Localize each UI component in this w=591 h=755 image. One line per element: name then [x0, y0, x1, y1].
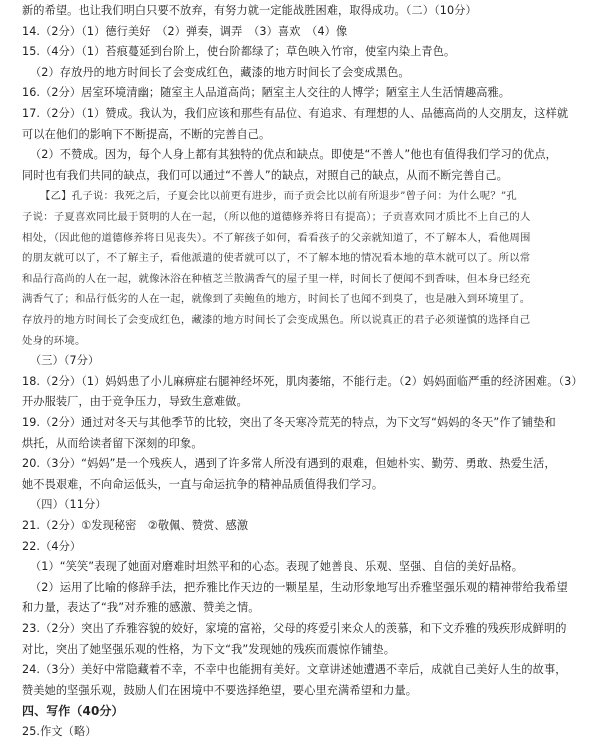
translation-line: 相处，（因此他的道德修养将日见丧失）。不了解孩子如何，看看孩子的父亲就知道了，不了解本人，看他周围 — [22, 231, 531, 244]
answer-19: 19.（2分）通过对冬天与其他季节的比较，突出了冬天寒冷荒芜的特点，为下文写“妈妈的冬天”作了铺垫和 — [22, 416, 556, 429]
section-heading: （四）（11分） — [30, 498, 107, 512]
answer-16: 16.（2分）居室环境清幽；随室主人品道高尚；陋室主人交往的人博学；陋室主人生活情趣高雅。 — [22, 86, 511, 100]
translation-line: 【乙】孔子说：我死之后，子夏会比以前更有进步，而子贡会比以前有所退步”曾子问：为什么呢？”孔 — [40, 190, 518, 203]
answer-15: 15.（4分）（1）苔痕蔓延到台阶上，使台阶都绿了；草色映入竹帘，使室内染上青色。 — [22, 45, 456, 59]
text-line: 对比，突出了她坚强乐观的性格，为下文“我”发现她的残疾而震惊作铺垫。 — [22, 642, 395, 656]
answer-25: 25.作文（略） — [22, 725, 97, 738]
answer-18: 18.（2分）（1）妈妈患了小儿麻痹症右腿神经坏死，肌肉萎缩，不能行走。（2）妈妈面临严重的经济困难。（3） — [22, 374, 583, 388]
text-line: 同时也有我们共同的缺点，我们可以通过“不善人”的缺点，对照自己的缺点，从而不断完善自己。 — [22, 168, 508, 182]
text-line: 赞美她的坚强乐观，鼓励人们在困境中不要选择绝望，要心里充满希望和力量。 — [22, 683, 418, 697]
text-line: （2）不赞成。因为，每个人身上都有其独特的优点和缺点。即使是“不善人”他也有值得我们学习的优点， — [30, 148, 557, 162]
text-line: 新的希望。也让我们明白只要不放弃，有努力就一定能战胜困难，取得成功。（二）（10分） — [22, 4, 477, 17]
translation-line: 子说：子夏喜欢同比最于贤明的人在一起，（所以他的道德修养将日有提高）；子贡喜欢同才质比不上自己的人 — [22, 211, 531, 223]
text-line: 她不畏艰难，不向命运低头，一直与命运抗争的精神品质值得我们学习。 — [22, 477, 384, 491]
translation-line: 满香气了；和品行低劣的人在一起，就像到了卖鲍鱼的地方，时间长了也闻不到臭了，也是融入到环境里了。 — [22, 293, 531, 306]
answer-23: 23.（2分）突出了乔雅容貌的姣好，家境的富裕，父母的疼爱引来众人的羡慕，和下文乔雅的残疾形成鲜明的 — [22, 622, 567, 635]
answer-24: 24.（3分）美好中常隐藏着不幸，不幸中也能拥有美好。文章讲述她遭遇不幸后，成就自己美好人生的故事， — [22, 663, 567, 677]
text-line: 开办服装厂，由于竞争压力，导致生意难做。 — [22, 395, 248, 409]
answer-17: 17.（2分）（1）赞成。我认为，我们应该和那些有品位、有追求、有理想的人、品德高尚的人交朋友，这样就 — [22, 107, 569, 120]
text-line: （2）运用了比喻的修辞手法，把乔雅比作天边的一颗星星，生动形象地写出乔雅坚强乐观的精神带给我希望 — [30, 580, 568, 594]
translation-line: 处身的环境。 — [22, 334, 86, 347]
section-heading: （三）（7分） — [30, 354, 100, 368]
section-heading: 四、写作（40分） — [22, 704, 124, 719]
answer-14: 14.（2分）（1）德行美好 （2）弹奏，调弄 （3）喜欢 （4）像 — [22, 24, 348, 38]
text-line: 烘托，从而给读者留下深刻的印象。 — [22, 436, 203, 450]
translation-line: 和品行高尚的人在一起，就像沐浴在种植芝兰散满香气的屋子里一样，时间长了便闻不到香味，但本身已经充 — [22, 272, 531, 285]
text-line: （1）“笑笑”表现了她面对磨难时坦然平和的心态。表现了她善良、乐观、坚强、自信的美好品格。 — [30, 560, 524, 574]
text-line: 可以在他们的影响下不断提高，不断的完善自己。 — [22, 127, 271, 141]
answer-21: 21.（2分）①发现秘密 ②敬佩、赞赏、感激 — [22, 519, 249, 532]
translation-line: 存放丹的地方时间长了会变成红色，藏漆的地方时间长了会变成黑色。所以说真正的君子必须谨慎的选择自己 — [22, 314, 531, 326]
answer-22: 22.（4分） — [22, 539, 82, 553]
answer-20: 20.（3分）“妈妈”是一个残疾人，遇到了许多常人所没有遇到的艰难，但她朴实、勤劳、勇敢、热爱生活， — [22, 457, 556, 471]
text-line: 和力量，表达了“我”对乔雅的感激、赞美之情。 — [22, 601, 260, 615]
translation-line: 的朋友就可以了，不了解主子，看他派遣的使者就可以了，不了解本地的情况看本地的草木就可以了。所以常 — [22, 252, 531, 265]
text-line: （2）存放丹的地方时间长了会变成红色，藏漆的地方时间长了会变成黑色。 — [30, 65, 410, 79]
